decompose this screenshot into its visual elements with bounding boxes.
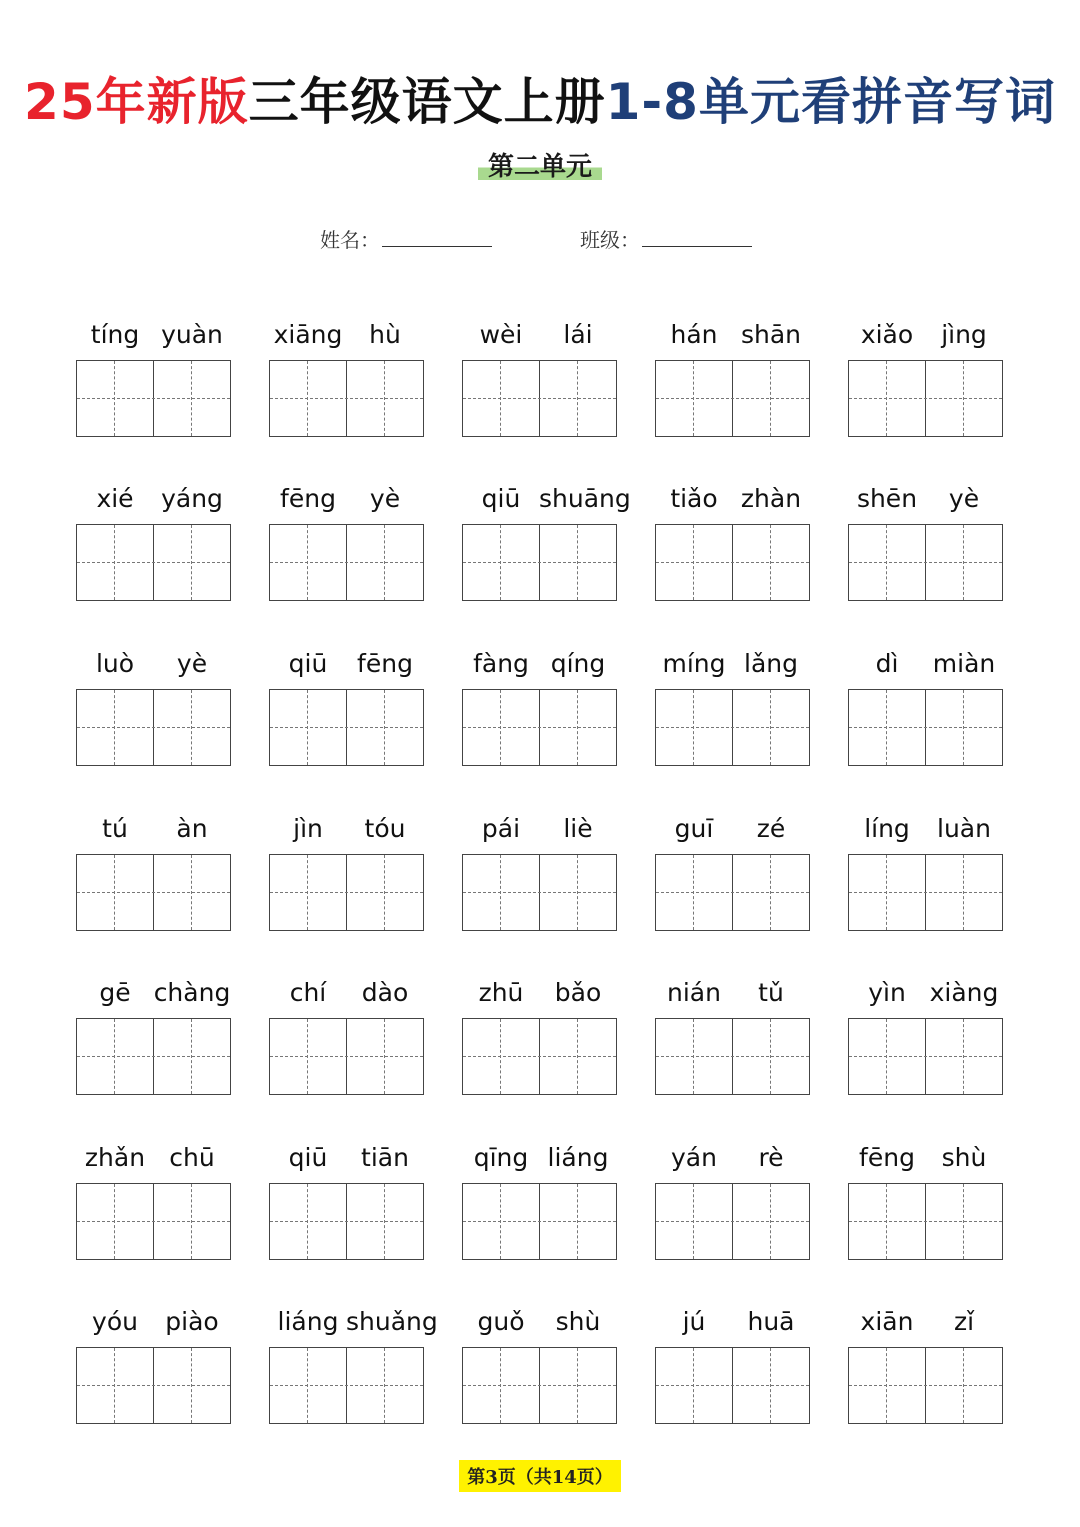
pinyin-label: jìng — [941, 320, 987, 349]
writing-box[interactable] — [848, 689, 1003, 766]
pinyin-label: chū — [169, 1143, 215, 1172]
pinyin-label: rè — [758, 1143, 784, 1172]
pinyin-label: míng — [662, 649, 726, 678]
pinyin-label: hán — [670, 320, 718, 349]
pinyin-label: yuàn — [161, 320, 223, 349]
pinyin-label: tú — [102, 814, 128, 843]
title-topic: 1-8单元看拼音写词 — [605, 73, 1056, 131]
writing-box[interactable] — [269, 1347, 424, 1424]
writing-box[interactable] — [269, 689, 424, 766]
pinyin-label: tíng — [90, 320, 140, 349]
pinyin-label: hù — [369, 320, 401, 349]
name-label: 姓名： — [320, 228, 380, 252]
pinyin-label: zhǎn — [84, 1143, 146, 1172]
pinyin-label: àn — [176, 814, 208, 843]
class-field[interactable] — [580, 224, 752, 253]
pinyin-label: pái — [481, 814, 521, 843]
writing-box[interactable] — [76, 1183, 231, 1260]
pinyin-label: shān — [740, 320, 802, 349]
pinyin-label: dào — [361, 978, 409, 1007]
pinyin-label: dì — [875, 649, 899, 678]
pinyin-label: yán — [671, 1143, 717, 1172]
writing-box[interactable] — [462, 524, 617, 601]
page-title — [0, 62, 1080, 134]
pinyin-label: tiān — [361, 1143, 409, 1172]
pinyin-label: miàn — [932, 649, 996, 678]
writing-box[interactable] — [269, 360, 424, 437]
writing-box[interactable] — [76, 854, 231, 931]
page-footer — [0, 1460, 1080, 1492]
writing-box[interactable] — [76, 524, 231, 601]
pinyin-label: guǒ — [477, 1307, 525, 1336]
writing-box[interactable] — [655, 689, 810, 766]
pinyin-label: xiàng — [929, 978, 999, 1007]
pinyin-label: shù — [555, 1307, 601, 1336]
pinyin-label: xiǎo — [860, 320, 914, 349]
writing-box[interactable] — [655, 1183, 810, 1260]
writing-box[interactable] — [76, 1347, 231, 1424]
pinyin-label: qiū — [288, 649, 328, 678]
page-indicator: 第3页（共14页） — [459, 1460, 621, 1492]
pinyin-label: tóu — [364, 814, 406, 843]
pinyin-label: lái — [563, 320, 593, 349]
writing-box[interactable] — [655, 1018, 810, 1095]
unit-heading — [0, 150, 1080, 184]
writing-box[interactable] — [848, 1018, 1003, 1095]
writing-box[interactable] — [848, 854, 1003, 931]
name-field[interactable] — [320, 224, 492, 253]
pinyin-label: fēng — [859, 1143, 915, 1172]
pinyin-label: fēng — [357, 649, 413, 678]
pinyin-label: gē — [99, 978, 131, 1007]
writing-box[interactable] — [269, 524, 424, 601]
writing-box[interactable] — [462, 1183, 617, 1260]
pinyin-label: bǎo — [554, 978, 602, 1007]
writing-box[interactable] — [76, 689, 231, 766]
writing-box[interactable] — [848, 1183, 1003, 1260]
pinyin-label: guī — [674, 814, 714, 843]
writing-box[interactable] — [848, 1347, 1003, 1424]
pinyin-label: luò — [95, 649, 135, 678]
class-label: 班级： — [580, 228, 640, 252]
writing-box[interactable] — [655, 524, 810, 601]
pinyin-label: líng — [864, 814, 910, 843]
pinyin-label: shēn — [856, 484, 918, 513]
pinyin-label: yè — [948, 484, 980, 513]
pinyin-label: yáng — [161, 484, 223, 513]
pinyin-label: yóu — [92, 1307, 138, 1336]
pinyin-label: chàng — [153, 978, 231, 1007]
title-grade: 三年级语文上册 — [248, 73, 606, 131]
writing-box[interactable] — [269, 1018, 424, 1095]
pinyin-label: xié — [96, 484, 134, 513]
pinyin-label: jìn — [293, 814, 323, 843]
pinyin-label: qiū — [481, 484, 521, 513]
writing-box[interactable] — [655, 360, 810, 437]
writing-box[interactable] — [655, 854, 810, 931]
pinyin-label: fàng — [473, 649, 529, 678]
title-year: 25年新版 — [24, 73, 249, 131]
pinyin-label: shuāng — [539, 484, 631, 513]
pinyin-label: nián — [667, 978, 721, 1007]
writing-box[interactable] — [462, 854, 617, 931]
pinyin-label: qīng — [473, 1143, 529, 1172]
pinyin-label: fēng — [280, 484, 336, 513]
pinyin-label: qiū — [288, 1143, 328, 1172]
writing-box[interactable] — [76, 1018, 231, 1095]
pinyin-label: zǐ — [953, 1307, 975, 1336]
pinyin-label: zhàn — [740, 484, 802, 513]
pinyin-label: jú — [682, 1307, 706, 1336]
pinyin-label: wèi — [479, 320, 523, 349]
writing-box[interactable] — [462, 689, 617, 766]
pinyin-label: chí — [289, 978, 327, 1007]
pinyin-label: yè — [369, 484, 401, 513]
writing-box[interactable] — [462, 360, 617, 437]
pinyin-label: tiǎo — [670, 484, 718, 513]
pinyin-label: zé — [756, 814, 786, 843]
pinyin-label: xiāng — [273, 320, 343, 349]
pinyin-label: zhū — [478, 978, 524, 1007]
writing-box[interactable] — [848, 524, 1003, 601]
pinyin-label: xiān — [860, 1307, 914, 1336]
writing-box[interactable] — [655, 1347, 810, 1424]
pinyin-label: luàn — [937, 814, 991, 843]
class-blank-line[interactable] — [642, 230, 752, 247]
writing-box[interactable] — [848, 360, 1003, 437]
pinyin-label: shuǎng — [346, 1307, 438, 1336]
pinyin-label: qíng — [550, 649, 606, 678]
pinyin-label: liè — [563, 814, 593, 843]
pinyin-label: lǎng — [744, 649, 798, 678]
pinyin-label: piào — [165, 1307, 219, 1336]
writing-box[interactable] — [462, 1347, 617, 1424]
unit-label: 第二单元 — [478, 150, 602, 184]
pinyin-label: shù — [941, 1143, 987, 1172]
name-blank-line[interactable] — [382, 230, 492, 247]
pinyin-label: liáng — [547, 1143, 609, 1172]
writing-box[interactable] — [462, 1018, 617, 1095]
writing-box[interactable] — [269, 1183, 424, 1260]
writing-box[interactable] — [269, 854, 424, 931]
pinyin-label: yè — [176, 649, 208, 678]
writing-box[interactable] — [76, 360, 231, 437]
pinyin-label: tǔ — [758, 978, 784, 1007]
pinyin-label: yìn — [868, 978, 906, 1007]
pinyin-label: huā — [747, 1307, 795, 1336]
pinyin-label: liáng — [277, 1307, 339, 1336]
